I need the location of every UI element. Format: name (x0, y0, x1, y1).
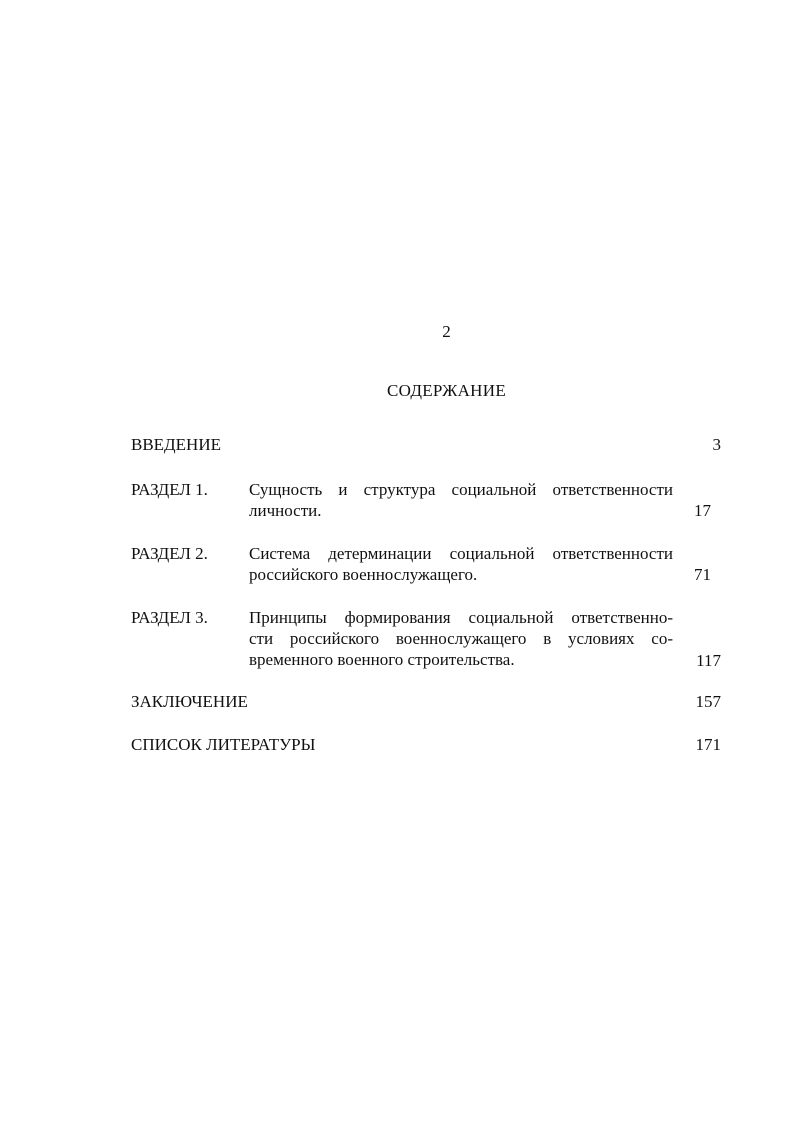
toc-entry-label: ЗАКЛЮЧЕНИЕ (131, 692, 248, 711)
toc-entry-title-line: сти российского военнослужащего в условиях со- (249, 629, 673, 648)
toc-entry-section-2 (131, 543, 721, 585)
toc-entry-bibliography (131, 734, 721, 755)
toc-entry-introduction (131, 434, 721, 455)
toc-entry-page: 71 (694, 565, 711, 584)
toc-entry-title-line: российского военнослужащего. (249, 565, 478, 584)
toc-entry-page: 117 (696, 651, 721, 670)
toc-entry-conclusion (131, 691, 721, 712)
toc-entry-title (249, 607, 673, 670)
toc-entry-title-line: личности. (249, 501, 322, 520)
toc-entry-section-1 (131, 479, 721, 521)
toc-title: СОДЕРЖАНИЕ (386, 381, 507, 400)
toc-entry-title-line: Сущность и структура социальной ответственности (249, 480, 673, 499)
toc-entry-label: РАЗДЕЛ 2. (131, 544, 208, 563)
toc-entry-label: СПИСОК ЛИТЕРАТУРЫ (131, 735, 316, 754)
toc-entry-label: РАЗДЕЛ 3. (131, 608, 208, 627)
toc-entry-page: 157 (695, 692, 721, 711)
page-number: 2 (442, 322, 451, 341)
toc-entry-page: 17 (694, 501, 711, 520)
toc-entry-label: РАЗДЕЛ 1. (131, 480, 208, 499)
toc-entry-page: 3 (712, 435, 721, 454)
toc-entry-title (249, 543, 673, 585)
toc-entry-title-line: Принципы формирования социальной ответственно- (249, 608, 673, 627)
toc-entry-title-line: Система детерминации социальной ответственности (249, 544, 673, 563)
toc-entry-page: 171 (695, 735, 721, 754)
toc-entry-title (249, 479, 673, 521)
toc-entry-label: ВВЕДЕНИЕ (131, 435, 221, 454)
toc-entry-section-3 (131, 607, 721, 670)
toc-entry-title-line: временного военного строительства. (249, 650, 515, 669)
